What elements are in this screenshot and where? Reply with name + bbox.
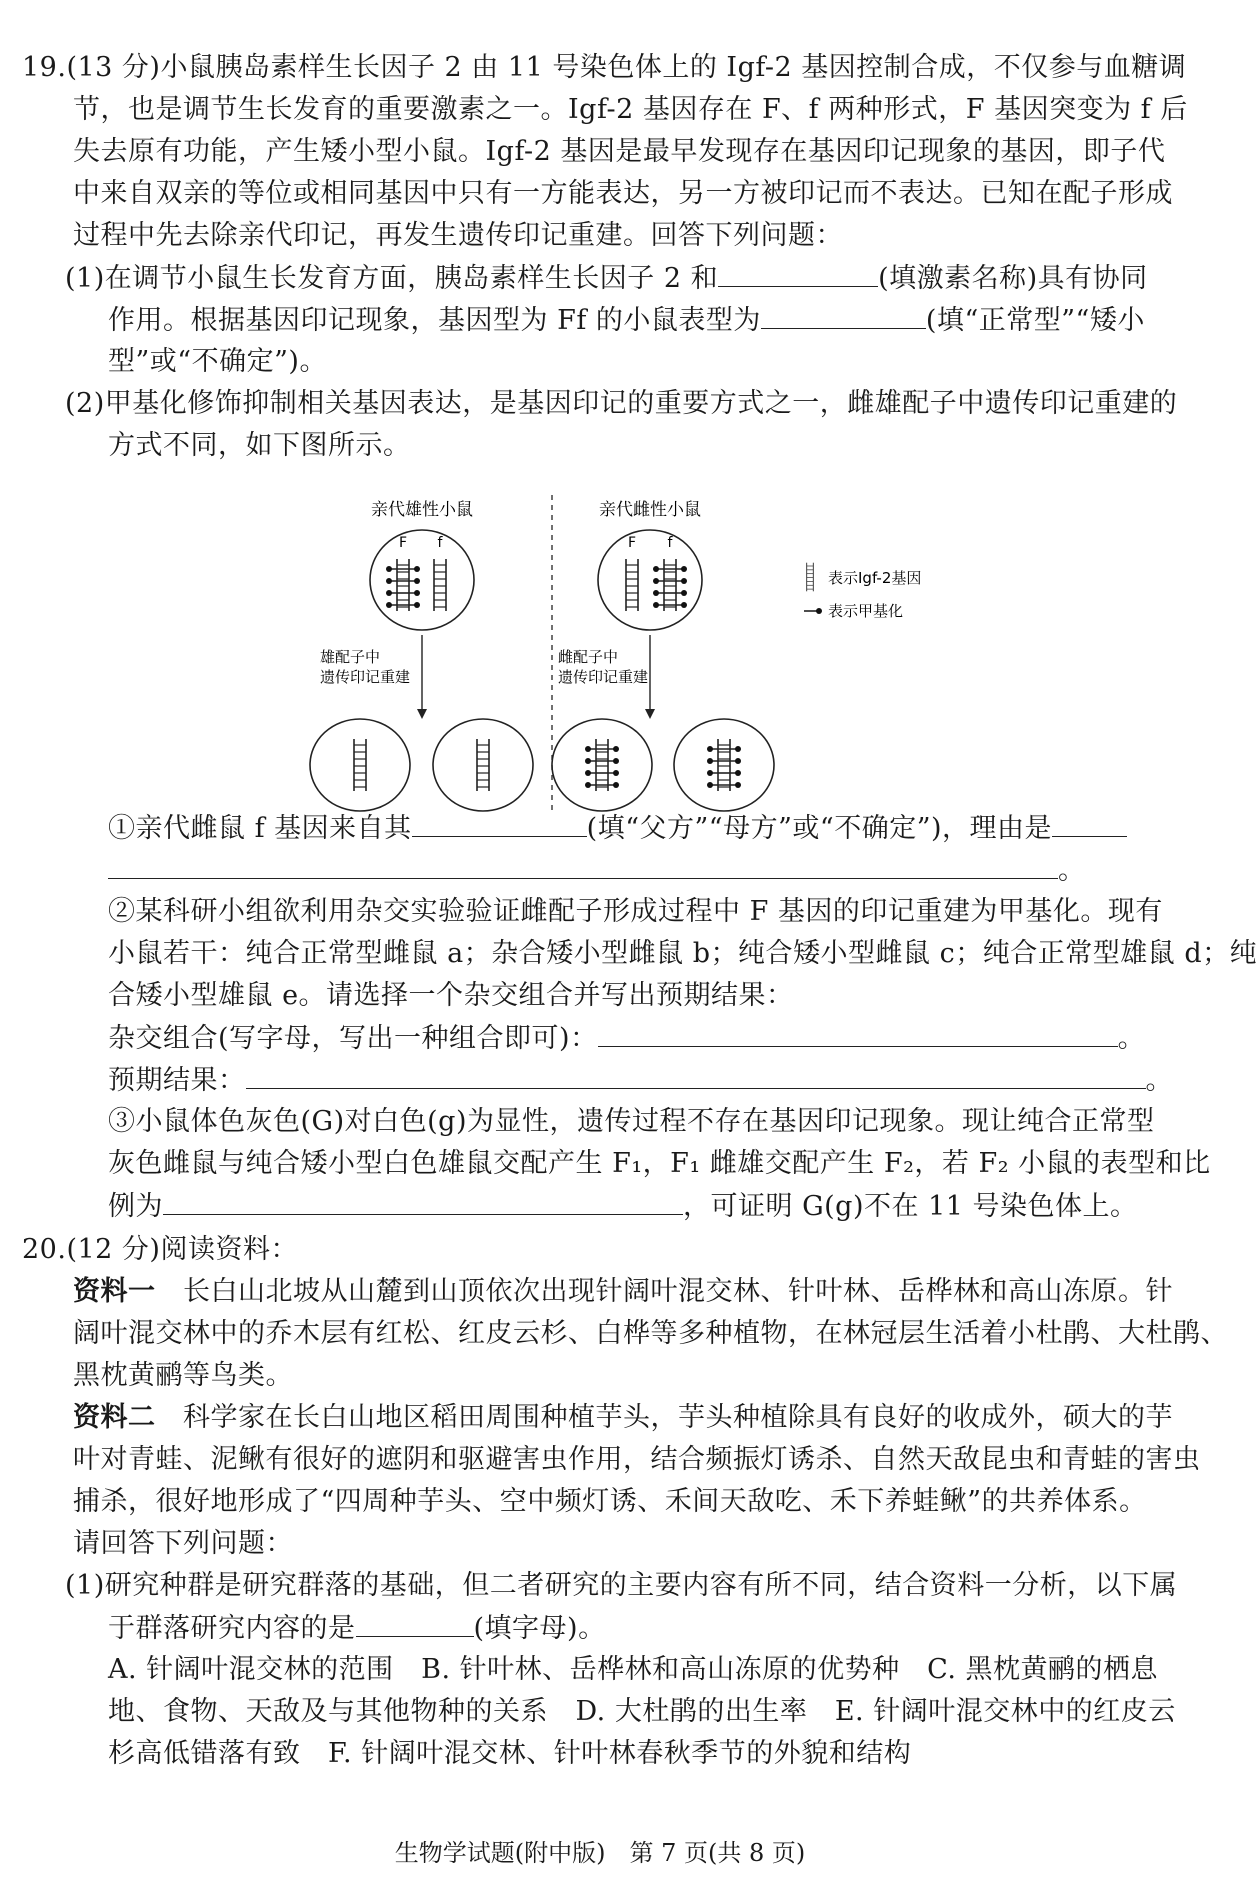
material1-label: 资料一	[73, 1276, 156, 1307]
legend-methyl-label: 表示甲基化	[828, 602, 904, 620]
q20-part1-line-2	[108, 1608, 606, 1649]
female-allele-f-label: f	[667, 535, 673, 551]
q19-c1-period: 。	[1058, 855, 1086, 886]
female-gamete-2	[674, 719, 774, 811]
q19-c1-text-b: (填“父方”“母方”或“不确定”)，理由是	[586, 813, 1053, 844]
q19-c3-text-a: 例为	[108, 1191, 163, 1222]
q19-c2-cross-label: 杂交组合(写字母，写出一种组合即可)：	[108, 1023, 598, 1054]
female-gamete-2-gene	[707, 739, 741, 791]
male-allele-f-label: f	[437, 535, 443, 551]
answer-blank-cross[interactable]	[598, 1018, 1118, 1047]
imprinting-diagram	[320, 495, 980, 815]
q19-c1-line-1	[108, 808, 1127, 849]
q19-stem-2: 节，也是调节生长发育的重要激素之一。Igf-2 基因存在 F、f 两种形式，F 基因突变为 f 后	[73, 94, 1188, 125]
q19-c3-line-2: 灰色雌鼠与纯合矮小型白色雄鼠交配产生 F₁，F₁ 雌雄交配产生 F₂，若 F₂ 小鼠的表型和比	[108, 1148, 1211, 1179]
q19-part2-line-1: (2)甲基化修饰抑制相关基因表达，是基因印记的重要方式之一，雌雄配子中遗传印记重建的	[65, 388, 1178, 419]
q19-c2-line-4	[108, 1018, 1145, 1059]
male-allele-F-label: F	[398, 535, 408, 551]
q19-c2-result-label: 预期结果：	[108, 1065, 246, 1096]
answer-blank-result[interactable]	[246, 1060, 1146, 1089]
q20-options-line-2: 地、食物、天敌及与其他物种的关系 D. 大杜鹃的出生率 E. 针阔叶混交林中的红皮云	[108, 1696, 1176, 1727]
q19-stem-5: 过程中先去除亲代印记，再发生遗传印记重建。回答下列问题：	[73, 220, 843, 251]
q19-c2-line-3: 合矮小型雄鼠 e。请选择一个杂交组合并写出预期结果：	[108, 980, 794, 1011]
answer-blank-reason[interactable]	[108, 850, 1058, 879]
q19-c3-line-1: ③小鼠体色灰色(G)对白色(g)为显性，遗传过程不存在基因印记现象。现让纯合正常型	[108, 1106, 1155, 1137]
q20-header	[22, 1230, 298, 1270]
q20-part1-text-a: 于群落研究内容的是	[108, 1613, 356, 1644]
q19-part2-line-2: 方式不同，如下图所示。	[108, 430, 411, 461]
male-rebuild-label-2: 遗传印记重建	[320, 668, 411, 686]
female-rebuild-label-2: 遗传印记重建	[558, 668, 649, 686]
q19-stem-3: 失去原有功能，产生矮小型小鼠。Igf-2 基因是最早发现存在基因印记现象的基因，即子代	[73, 136, 1166, 167]
female-arrowhead	[645, 709, 655, 719]
q19-part1-text-d: (填“正常型”“矮小	[925, 305, 1145, 336]
legend	[804, 563, 921, 620]
female-f-gene-methylated	[653, 559, 687, 611]
male-gamete-1-gene	[354, 739, 366, 791]
q20-header-text: (12 分)阅读资料：	[66, 1234, 298, 1265]
answer-blank-phenotype[interactable]	[761, 300, 926, 329]
q20-material2-line-1	[73, 1398, 1173, 1438]
q19-c1-line-2	[108, 850, 1086, 891]
q19-c2-line-5	[108, 1060, 1173, 1101]
q19-c2-line-1: ②某科研小组欲利用杂交实验验证雌配子形成过程中 F 基因的印记重建为甲基化。现有	[108, 896, 1163, 927]
q19-c1-text-a: ①亲代雌鼠 f 基因来自其	[108, 813, 412, 844]
female-gamete-1-gene	[585, 739, 619, 791]
answer-blank-reason-start[interactable]	[1052, 808, 1127, 837]
legend-gene-icon	[807, 563, 814, 592]
q19-part1-line-1	[65, 258, 1148, 299]
q19-part1-line-3: 型”或“不确定”)。	[108, 346, 327, 377]
q19-part1-line-2	[108, 300, 1145, 341]
page-footer: 生物学试题(附中版) 第 7 页(共 8 页)	[394, 1839, 806, 1867]
male-parent-title: 亲代雄性小鼠	[371, 500, 473, 520]
q19-part1-text-c: 作用。根据基因印记现象，基因型为 Ff 的小鼠表型为	[108, 305, 761, 336]
q20-material1-line-2: 阔叶混交林中的乔木层有红松、红皮云杉、白桦等多种植物，在林冠层生活着小杜鹃、大杜鹃、	[73, 1318, 1228, 1349]
material1-text-1: 长白山北坡从山麓到山顶依次出现针阔叶混交林、针叶林、岳桦林和高山冻原。针	[183, 1276, 1173, 1307]
female-parent-title: 亲代雌性小鼠	[599, 500, 701, 520]
male-parent-cell	[370, 530, 474, 630]
male-rebuild-label-1: 雄配子中	[320, 648, 381, 666]
male-arrowhead	[417, 709, 427, 719]
female-F-gene	[626, 559, 638, 611]
q19-c2-period-2: 。	[1145, 1065, 1173, 1096]
q19-c3-text-b: ，可证明 G(g)不在 11 号染色体上。	[683, 1191, 1138, 1222]
female-rebuild-label-1: 雌配子中	[558, 648, 619, 666]
q20-options-line-3: 杉高低错落有致 F. 针阔叶混交林、针叶林春秋季节的外貌和结构	[108, 1738, 912, 1769]
q20-options-line-1: A. 针阔叶混交林的范围 B. 针叶林、岳桦林和高山冻原的优势种 C. 黑枕黄鹂的栖息	[108, 1654, 1159, 1685]
male-gamete-1	[310, 719, 410, 811]
q20-prompt: 请回答下列问题：	[73, 1528, 293, 1559]
female-gamete-1	[552, 719, 652, 811]
male-f-gene	[434, 559, 446, 611]
q19-c3-line-3	[108, 1186, 1138, 1227]
q19-part1-text-b: (填激素名称)具有协同	[878, 263, 1148, 294]
answer-blank-community[interactable]	[356, 1608, 474, 1637]
q20-material1-line-1	[73, 1272, 1173, 1312]
male-gamete-2-gene	[477, 739, 489, 791]
answer-blank-hormone[interactable]	[718, 258, 878, 287]
q20-material1-line-3: 黑枕黄鹂等鸟类。	[73, 1360, 293, 1391]
q19-line-1	[22, 48, 1186, 88]
male-gamete-2	[433, 719, 533, 811]
female-allele-F-label: F	[627, 535, 637, 551]
answer-blank-origin[interactable]	[412, 808, 587, 837]
q19-c2-period-1: 。	[1117, 1023, 1146, 1054]
q20-material2-line-3: 捕杀，很好地形成了“四周种芋头、空中频灯诱、禾间天敌吃、禾下养蛙鳅”的共养体系。	[73, 1486, 1147, 1517]
q19-number: 19.	[22, 52, 67, 83]
q19-part1-text-a: (1)在调节小鼠生长发育方面，胰岛素样生长因子 2 和	[65, 263, 719, 294]
legend-gene-label: 表示Igf-2基因	[828, 569, 922, 587]
q20-material2-line-2: 叶对青蛙、泥鳅有很好的遮阴和驱避害虫作用，结合频振灯诱杀、自然天敌昆虫和青蛙的害虫	[73, 1444, 1201, 1475]
q19-stem-1: (13 分)小鼠胰岛素样生长因子 2 由 11 号染色体上的 Igf-2 基因控制合成，不仅参与血糖调	[66, 52, 1187, 83]
q19-c2-line-2: 小鼠若干：纯合正常型雌鼠 a；杂合矮小型雌鼠 b；纯合矮小型雌鼠 c；纯合正常型雄鼠 d；纯	[108, 938, 1257, 969]
q20-number: 20.	[22, 1234, 67, 1265]
q20-part1-text-b: (填字母)。	[473, 1613, 606, 1644]
q19-stem-4: 中来自双亲的等位或相同基因中只有一方能表达，另一方被印记而不表达。已知在配子形成	[73, 178, 1173, 209]
male-F-gene-methylated	[386, 559, 420, 611]
q20-part1-line-1: (1)研究种群是研究群落的基础，但二者研究的主要内容有所不同，结合资料一分析，以下属	[65, 1570, 1178, 1601]
material2-label: 资料二	[73, 1402, 156, 1433]
answer-blank-ratio[interactable]	[163, 1186, 683, 1215]
material2-text-1: 科学家在长白山地区稻田周围种植芋头，芋头种植除具有良好的收成外，硕大的芋	[183, 1402, 1173, 1433]
